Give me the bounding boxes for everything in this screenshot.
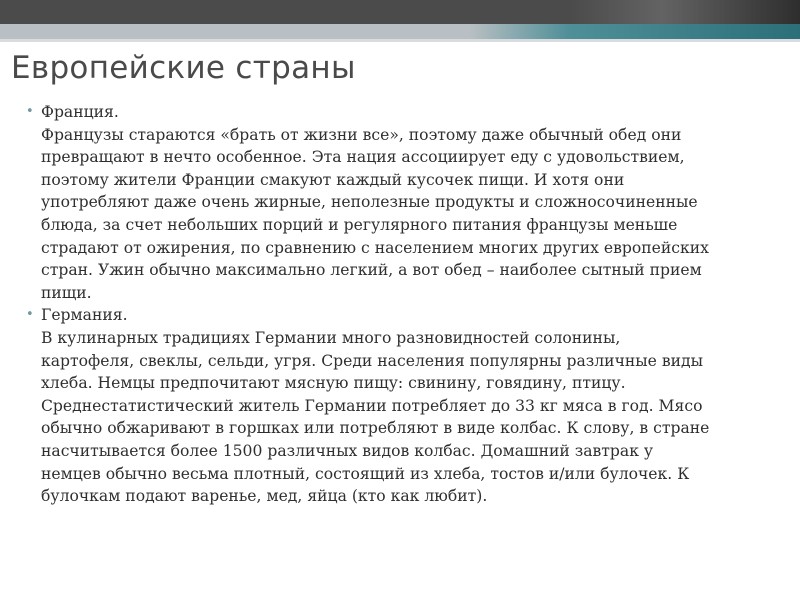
- list-item-germany: [26, 304, 796, 507]
- paragraph-line: немцев обычно весьма плотный, состоящий из хлеба, тостов и/или булочек. К: [41, 464, 690, 483]
- paragraph-line: картофеля, свеклы, сельди, угря. Среди населения популярны различные виды: [41, 351, 704, 370]
- slide-body: [26, 101, 796, 508]
- paragraph-line: обычно обжаривают в горшках или потребляют в виде колбас. К слову, в стране: [41, 419, 710, 438]
- paragraph-line: блюда, за счет небольших порций и регулярного питания французы меньше: [41, 215, 678, 234]
- paragraph-line: Французы стараются «брать от жизни все», поэтому даже обычный обед они: [41, 125, 682, 144]
- paragraph-line: поэтому жители Франции смакуют каждый кусочек пищи. И хотя они: [41, 170, 625, 189]
- item-heading: Франция.: [41, 103, 119, 121]
- paragraph-line: В кулинарных традициях Германии много разновидностей солонины,: [41, 328, 621, 347]
- paragraph-line: хлеба. Немцы предпочитают мясную пищу: свинину, говядину, птицу.: [41, 374, 626, 393]
- paragraph-line: превращают в нечто особенное. Эта нация ассоциирует еду с удовольствием,: [41, 148, 685, 167]
- header-band-accent: [570, 0, 800, 24]
- paragraph-line: Среднестатистический житель Германии потребляет до 33 кг мяса в год. Мясо: [41, 396, 703, 415]
- item-heading: Германия.: [41, 306, 128, 325]
- paragraph-line: употребляют даже очень жирные, неполезные продукты и сложносочиненные: [41, 193, 698, 212]
- paragraph-line: булочкам подают варенье, мед, яйца (кто как любит).: [41, 487, 488, 506]
- accent-stripe: [0, 39, 800, 42]
- paragraph-line: стран. Ужин обычно максимально легкий, а вот обед – наиболее сытный прием: [41, 261, 702, 280]
- paragraph-line: насчитывается более 1500 различных видов колбас. Домашний завтрак у: [41, 441, 654, 460]
- slide-title: Европейские страны: [11, 50, 356, 86]
- paragraph-line: страдают от ожирения, по сравнению с населением многих других европейских: [41, 238, 709, 257]
- paragraph-line: пищи.: [41, 283, 92, 302]
- list-item-france: [26, 101, 796, 304]
- accent-bar-gradient: [470, 24, 800, 39]
- bullet-icon: •: [26, 104, 34, 119]
- bullet-icon: •: [26, 307, 34, 323]
